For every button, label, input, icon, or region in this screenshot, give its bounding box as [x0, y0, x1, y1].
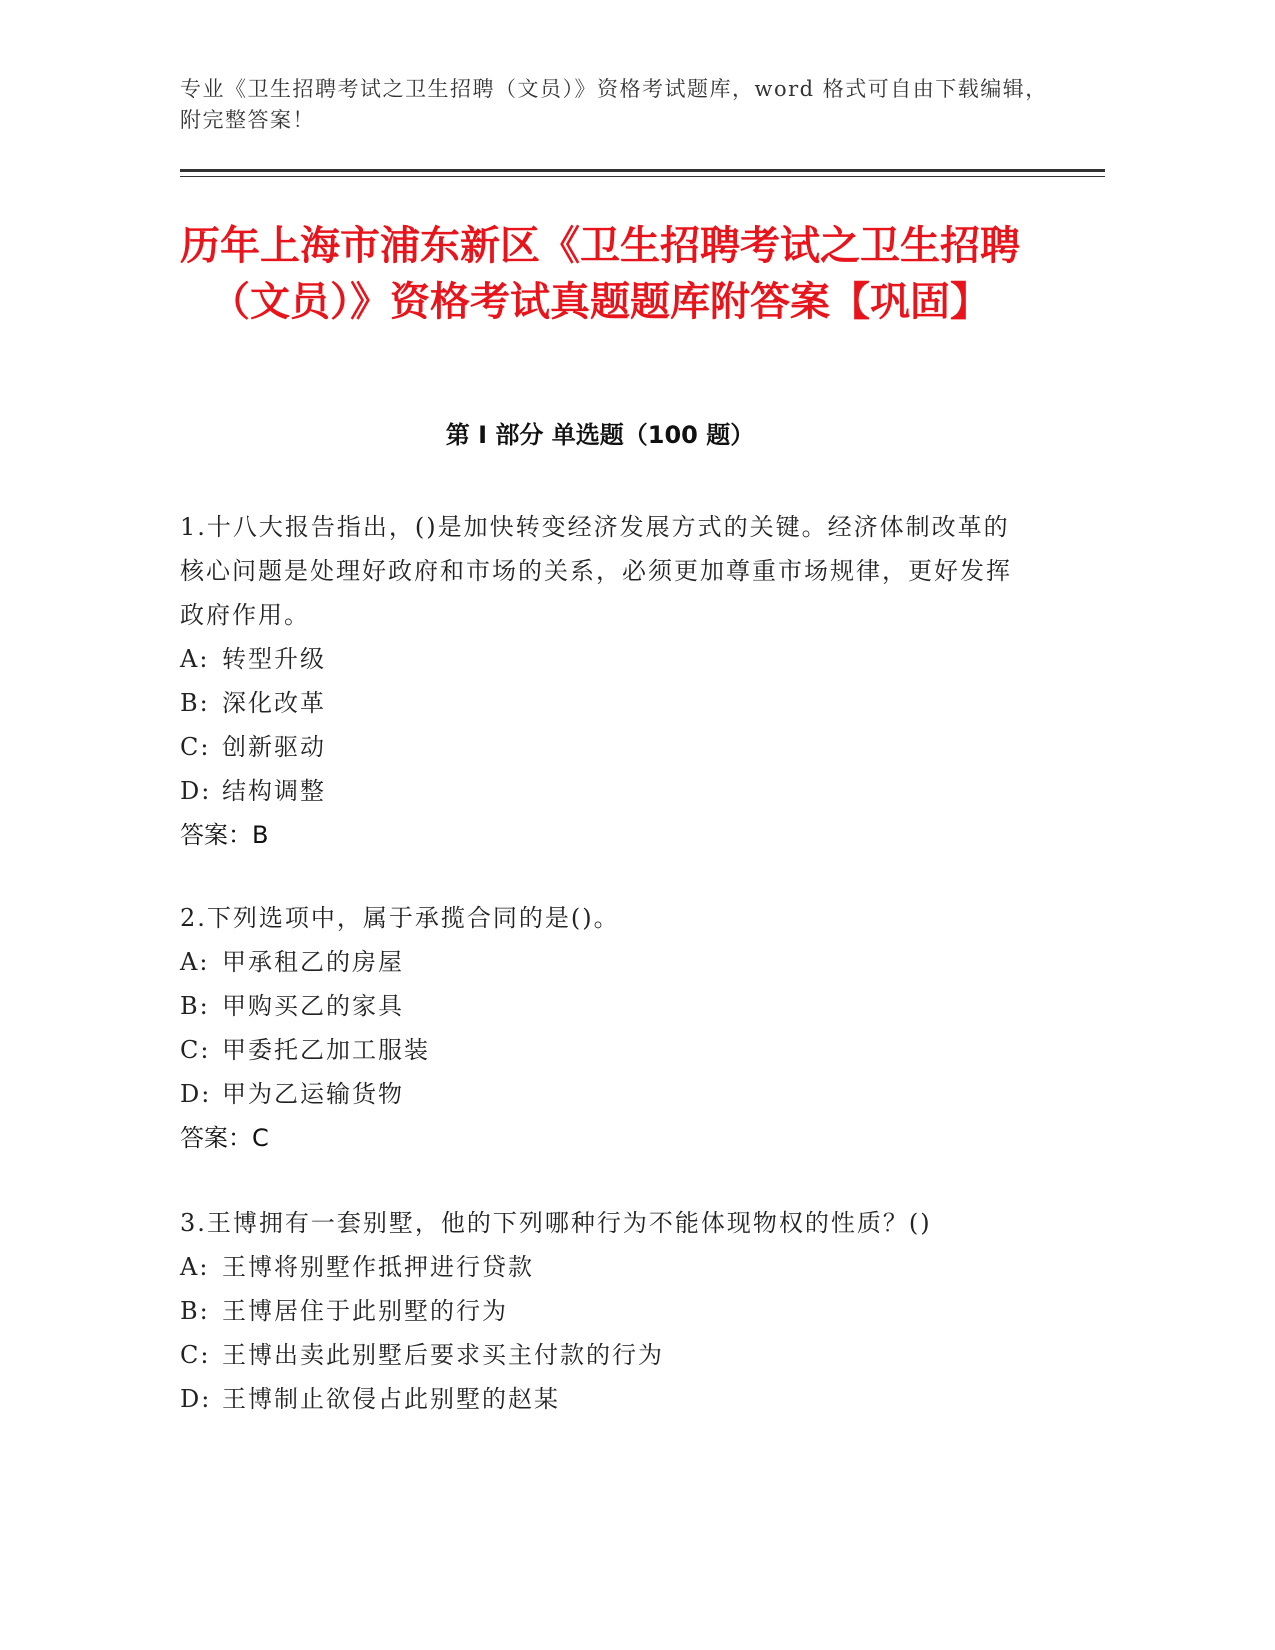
option-a — [180, 1245, 1020, 1289]
document-title: 历年上海市浦东新区《卫生招聘考试之卫生招聘（文员）》资格考试真题题库附答案【巩固】 — [180, 223, 1020, 325]
question-stem: 3.王博拥有一套别墅，他的下列哪种行为不能体现物权的性质？() — [180, 1209, 932, 1237]
question-1 — [180, 505, 1020, 857]
option-d — [180, 769, 1020, 813]
option-text: 王博将别墅作抵押进行贷款 — [222, 1253, 534, 1281]
option-c — [180, 1028, 1020, 1072]
option-key: A: — [180, 1253, 210, 1281]
option-key: A: — [180, 948, 210, 976]
option-c — [180, 1333, 1020, 1377]
option-text: 甲购买乙的家具 — [222, 992, 404, 1020]
option-key: C: — [180, 1036, 211, 1064]
option-text: 王博居住于此别墅的行为 — [222, 1297, 508, 1325]
option-d — [180, 1377, 1020, 1421]
answer-line: 答案：C — [180, 1124, 269, 1152]
question-stem: 2.下列选项中，属于承揽合同的是()。 — [180, 904, 620, 932]
option-b — [180, 1289, 1020, 1333]
option-text: 甲承租乙的房屋 — [222, 948, 404, 976]
option-text: 王博制止欲侵占此别墅的赵某 — [222, 1385, 560, 1413]
option-text: 创新驱动 — [222, 733, 326, 761]
option-a — [180, 940, 1020, 984]
option-a — [180, 637, 1020, 681]
header-note: 专业《卫生招聘考试之卫生招聘（文员）》资格考试题库，word 格式可自由下载编辑，附完整答案！ — [180, 77, 1048, 132]
option-key: A: — [180, 645, 210, 673]
section-title: 第 I 部分 单选题（100 题） — [445, 421, 755, 449]
option-text: 甲委托乙加工服装 — [222, 1036, 430, 1064]
question-3 — [180, 1201, 1020, 1421]
option-key: D: — [180, 777, 212, 805]
option-key: B: — [180, 992, 210, 1020]
option-b — [180, 681, 1020, 725]
option-text: 深化改革 — [222, 689, 326, 717]
option-text: 转型升级 — [222, 645, 326, 673]
option-key: C: — [180, 1341, 211, 1369]
question-2 — [180, 896, 1020, 1160]
option-c — [180, 725, 1020, 769]
option-text: 王博出卖此别墅后要求买主付款的行为 — [222, 1341, 664, 1369]
header-divider-thick — [180, 169, 1105, 172]
option-d — [180, 1072, 1020, 1116]
option-text: 甲为乙运输货物 — [222, 1080, 404, 1108]
option-key: B: — [180, 689, 210, 717]
option-key: D: — [180, 1385, 212, 1413]
question-stem: 1.十八大报告指出，()是加快转变经济发展方式的关键。经济体制改革的核心问题是处理好政府和市场的关系，必须更加尊重市场规律，更好发挥政府作用。 — [180, 513, 1012, 629]
answer-line: 答案：B — [180, 821, 269, 849]
option-b — [180, 984, 1020, 1028]
option-text: 结构调整 — [222, 777, 326, 805]
option-key: D: — [180, 1080, 212, 1108]
option-key: B: — [180, 1297, 210, 1325]
option-key: C: — [180, 733, 211, 761]
header-divider-thin — [180, 176, 1105, 177]
